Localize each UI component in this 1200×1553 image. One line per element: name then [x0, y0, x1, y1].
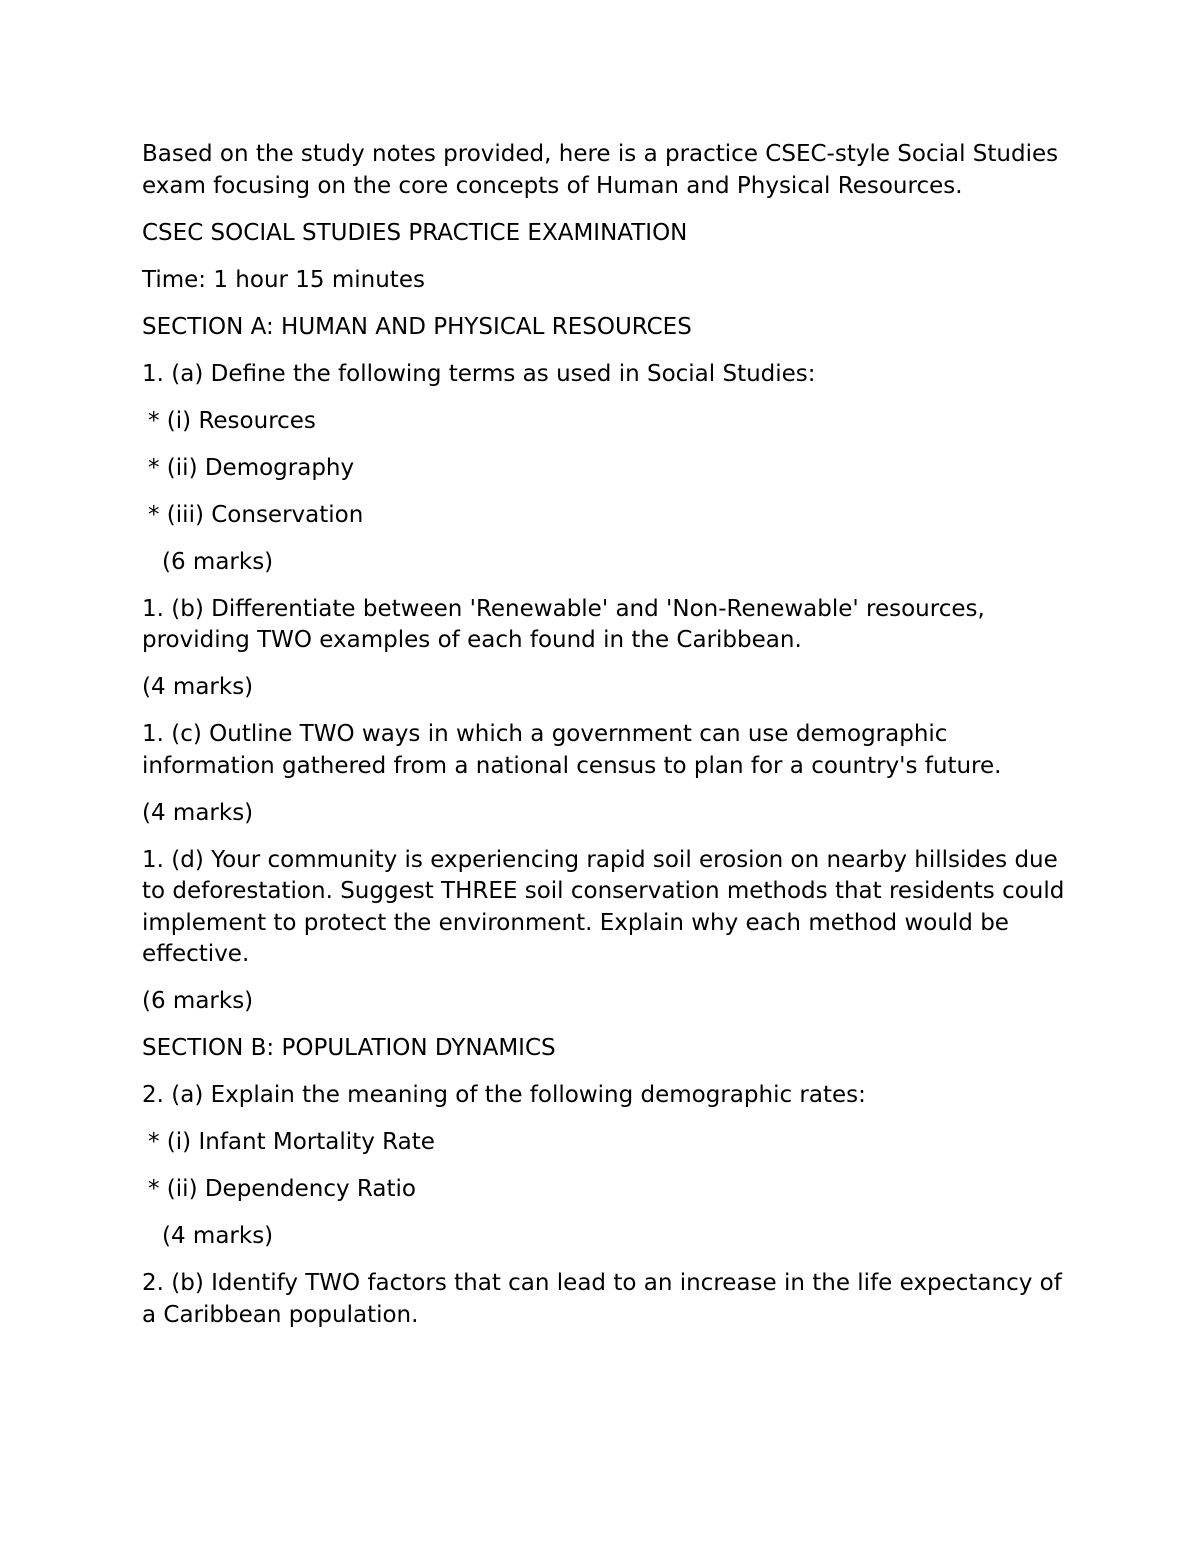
question-1c-marks: (4 marks)	[142, 799, 254, 826]
question-1d: 1. (d) Your community is experiencing rapid soil erosion on nearby hillsides due to deforestation. Suggest THREE soil conservation methods that residents could implement to protect the environment. Explain why each method would be effective.	[142, 846, 1065, 967]
document-page	[142, 139, 1072, 1331]
question-2a-item-1: * (i) Infant Mortality Rate	[148, 1129, 435, 1155]
section-b-heading: SECTION B: POPULATION DYNAMICS	[142, 1035, 556, 1061]
intro-paragraph: Based on the study notes provided, here is a practice CSEC-style Social Studies exam focusing on the core concepts of Human and Physical Resources.	[142, 141, 1059, 199]
exam-title: CSEC SOCIAL STUDIES PRACTICE EXAMINATION	[142, 219, 688, 246]
question-1a-item-1: * (i) Resources	[148, 407, 316, 434]
section-a-heading: SECTION A: HUMAN AND PHYSICAL RESOURCES	[142, 313, 692, 340]
question-1a: 1. (a) Define the following terms as used in Social Studies:	[142, 360, 816, 387]
question-1d-marks: (6 marks)	[142, 988, 254, 1014]
question-2a-item-2: * (ii) Dependency Ratio	[148, 1176, 416, 1202]
question-1a-item-3: * (iii) Conservation	[148, 501, 364, 528]
question-1b: 1. (b) Differentiate between 'Renewable' and 'Non-Renewable' resources, providing TWO examples of each found in the Caribbean.	[142, 595, 985, 653]
question-2a-marks: (4 marks)	[162, 1223, 274, 1249]
question-1c: 1. (c) Outline TWO ways in which a government can use demographic information gathered from a national census to plan for a country's future.	[142, 721, 1002, 779]
question-1a-marks: (6 marks)	[162, 548, 274, 575]
question-2a: 2. (a) Explain the meaning of the following demographic rates:	[142, 1082, 866, 1108]
question-2b: 2. (b) Identify TWO factors that can lead to an increase in the life expectancy of a Caribbean population.	[142, 1270, 1062, 1328]
question-1b-marks: (4 marks)	[142, 674, 254, 700]
exam-time: Time: 1 hour 15 minutes	[142, 266, 425, 293]
question-1a-item-2: * (ii) Demography	[148, 454, 355, 481]
